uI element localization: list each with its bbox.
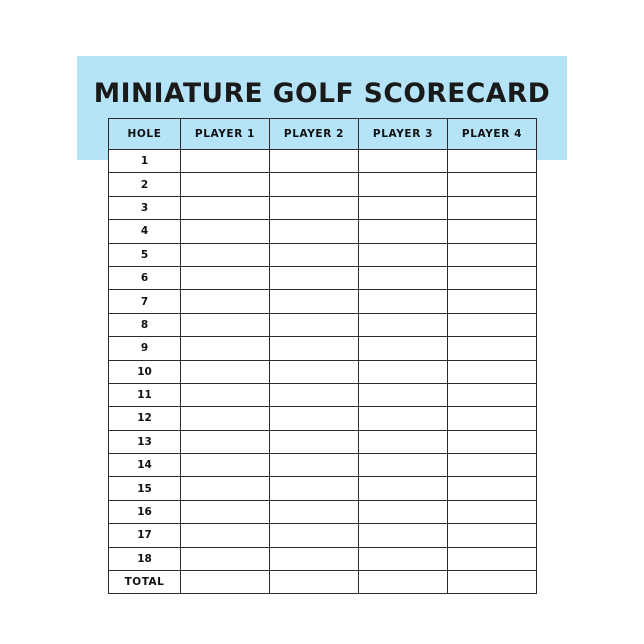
scorecard-table xyxy=(108,118,537,594)
score-cell-player-4[interactable] xyxy=(448,220,537,243)
score-cell-player-4[interactable] xyxy=(448,477,537,500)
table-header-row xyxy=(109,119,537,150)
score-cell-player-3[interactable] xyxy=(359,243,448,266)
table-row xyxy=(109,243,537,266)
table-row xyxy=(109,500,537,523)
hole-number: 2 xyxy=(109,173,181,196)
hole-number: 6 xyxy=(109,266,181,289)
score-cell-player-3[interactable] xyxy=(359,196,448,219)
hole-number: 11 xyxy=(109,383,181,406)
score-cell-player-2[interactable] xyxy=(270,500,359,523)
score-cell-player-2[interactable] xyxy=(270,547,359,570)
total-cell-player-4[interactable] xyxy=(448,571,537,594)
hole-number: 16 xyxy=(109,500,181,523)
score-cell-player-2[interactable] xyxy=(270,407,359,430)
score-cell-player-3[interactable] xyxy=(359,500,448,523)
score-cell-player-2[interactable] xyxy=(270,196,359,219)
hole-number: 4 xyxy=(109,220,181,243)
total-row xyxy=(109,571,537,594)
score-cell-player-1[interactable] xyxy=(181,196,270,219)
total-cell-player-2[interactable] xyxy=(270,571,359,594)
total-label: TOTAL xyxy=(109,571,181,594)
score-cell-player-4[interactable] xyxy=(448,500,537,523)
total-cell-player-1[interactable] xyxy=(181,571,270,594)
score-cell-player-1[interactable] xyxy=(181,383,270,406)
table-row xyxy=(109,266,537,289)
table-body xyxy=(109,150,537,594)
table-row xyxy=(109,407,537,430)
score-cell-player-2[interactable] xyxy=(270,290,359,313)
table-row xyxy=(109,196,537,219)
score-cell-player-4[interactable] xyxy=(448,430,537,453)
score-cell-player-4[interactable] xyxy=(448,313,537,336)
score-cell-player-1[interactable] xyxy=(181,266,270,289)
score-cell-player-4[interactable] xyxy=(448,266,537,289)
hole-number: 13 xyxy=(109,430,181,453)
hole-number: 12 xyxy=(109,407,181,430)
table-row xyxy=(109,477,537,500)
score-cell-player-2[interactable] xyxy=(270,243,359,266)
hole-number: 14 xyxy=(109,454,181,477)
hole-number: 3 xyxy=(109,196,181,219)
score-cell-player-1[interactable] xyxy=(181,290,270,313)
score-cell-player-2[interactable] xyxy=(270,173,359,196)
score-cell-player-1[interactable] xyxy=(181,500,270,523)
score-cell-player-1[interactable] xyxy=(181,547,270,570)
table-row xyxy=(109,173,537,196)
score-cell-player-4[interactable] xyxy=(448,383,537,406)
score-cell-player-4[interactable] xyxy=(448,547,537,570)
score-cell-player-1[interactable] xyxy=(181,313,270,336)
score-cell-player-2[interactable] xyxy=(270,360,359,383)
score-cell-player-3[interactable] xyxy=(359,524,448,547)
score-cell-player-2[interactable] xyxy=(270,220,359,243)
score-cell-player-1[interactable] xyxy=(181,220,270,243)
score-cell-player-3[interactable] xyxy=(359,173,448,196)
score-cell-player-2[interactable] xyxy=(270,477,359,500)
table-row xyxy=(109,360,537,383)
hole-number: 15 xyxy=(109,477,181,500)
score-cell-player-3[interactable] xyxy=(359,477,448,500)
column-header-hole: HOLE xyxy=(109,119,181,150)
score-cell-player-3[interactable] xyxy=(359,383,448,406)
score-cell-player-4[interactable] xyxy=(448,360,537,383)
score-cell-player-2[interactable] xyxy=(270,383,359,406)
score-cell-player-2[interactable] xyxy=(270,430,359,453)
hole-number: 7 xyxy=(109,290,181,313)
table-row xyxy=(109,150,537,173)
page-title: MINIATURE GOLF SCORECARD xyxy=(93,78,551,109)
hole-number: 9 xyxy=(109,337,181,360)
score-cell-player-4[interactable] xyxy=(448,290,537,313)
score-cell-player-3[interactable] xyxy=(359,360,448,383)
score-cell-player-3[interactable] xyxy=(359,454,448,477)
table-row xyxy=(109,313,537,336)
table-row xyxy=(109,220,537,243)
score-cell-player-4[interactable] xyxy=(448,243,537,266)
score-cell-player-3[interactable] xyxy=(359,547,448,570)
hole-number: 1 xyxy=(109,150,181,173)
score-cell-player-2[interactable] xyxy=(270,454,359,477)
score-cell-player-4[interactable] xyxy=(448,150,537,173)
score-cell-player-3[interactable] xyxy=(359,337,448,360)
score-cell-player-4[interactable] xyxy=(448,337,537,360)
table-row xyxy=(109,290,537,313)
hole-number: 5 xyxy=(109,243,181,266)
score-cell-player-1[interactable] xyxy=(181,173,270,196)
total-cell-player-3[interactable] xyxy=(359,571,448,594)
score-cell-player-2[interactable] xyxy=(270,150,359,173)
score-cell-player-3[interactable] xyxy=(359,290,448,313)
score-cell-player-1[interactable] xyxy=(181,243,270,266)
notepad-sheet xyxy=(77,56,567,616)
table-row xyxy=(109,454,537,477)
column-header-player-2: PLAYER 2 xyxy=(270,119,359,150)
column-header-player-1: PLAYER 1 xyxy=(181,119,270,150)
hole-number: 10 xyxy=(109,360,181,383)
score-cell-player-3[interactable] xyxy=(359,407,448,430)
score-cell-player-2[interactable] xyxy=(270,524,359,547)
score-cell-player-1[interactable] xyxy=(181,150,270,173)
table-row xyxy=(109,430,537,453)
column-header-player-4: PLAYER 4 xyxy=(448,119,537,150)
score-cell-player-1[interactable] xyxy=(181,430,270,453)
score-cell-player-1[interactable] xyxy=(181,337,270,360)
hole-number: 18 xyxy=(109,547,181,570)
score-cell-player-1[interactable] xyxy=(181,407,270,430)
score-cell-player-1[interactable] xyxy=(181,477,270,500)
score-cell-player-1[interactable] xyxy=(181,524,270,547)
score-cell-player-2[interactable] xyxy=(270,266,359,289)
score-cell-player-3[interactable] xyxy=(359,430,448,453)
score-cell-player-2[interactable] xyxy=(270,313,359,336)
score-cell-player-4[interactable] xyxy=(448,454,537,477)
table-row xyxy=(109,383,537,406)
table-header xyxy=(109,119,537,150)
score-cell-player-3[interactable] xyxy=(359,313,448,336)
score-cell-player-1[interactable] xyxy=(181,360,270,383)
score-cell-player-1[interactable] xyxy=(181,454,270,477)
score-cell-player-4[interactable] xyxy=(448,196,537,219)
score-cell-player-3[interactable] xyxy=(359,266,448,289)
score-cell-player-4[interactable] xyxy=(448,407,537,430)
score-cell-player-2[interactable] xyxy=(270,337,359,360)
column-header-player-3: PLAYER 3 xyxy=(359,119,448,150)
score-cell-player-4[interactable] xyxy=(448,173,537,196)
table-row xyxy=(109,547,537,570)
table-row xyxy=(109,524,537,547)
hole-number: 8 xyxy=(109,313,181,336)
score-cell-player-3[interactable] xyxy=(359,220,448,243)
table-row xyxy=(109,337,537,360)
score-cell-player-3[interactable] xyxy=(359,150,448,173)
hole-number: 17 xyxy=(109,524,181,547)
score-cell-player-4[interactable] xyxy=(448,524,537,547)
